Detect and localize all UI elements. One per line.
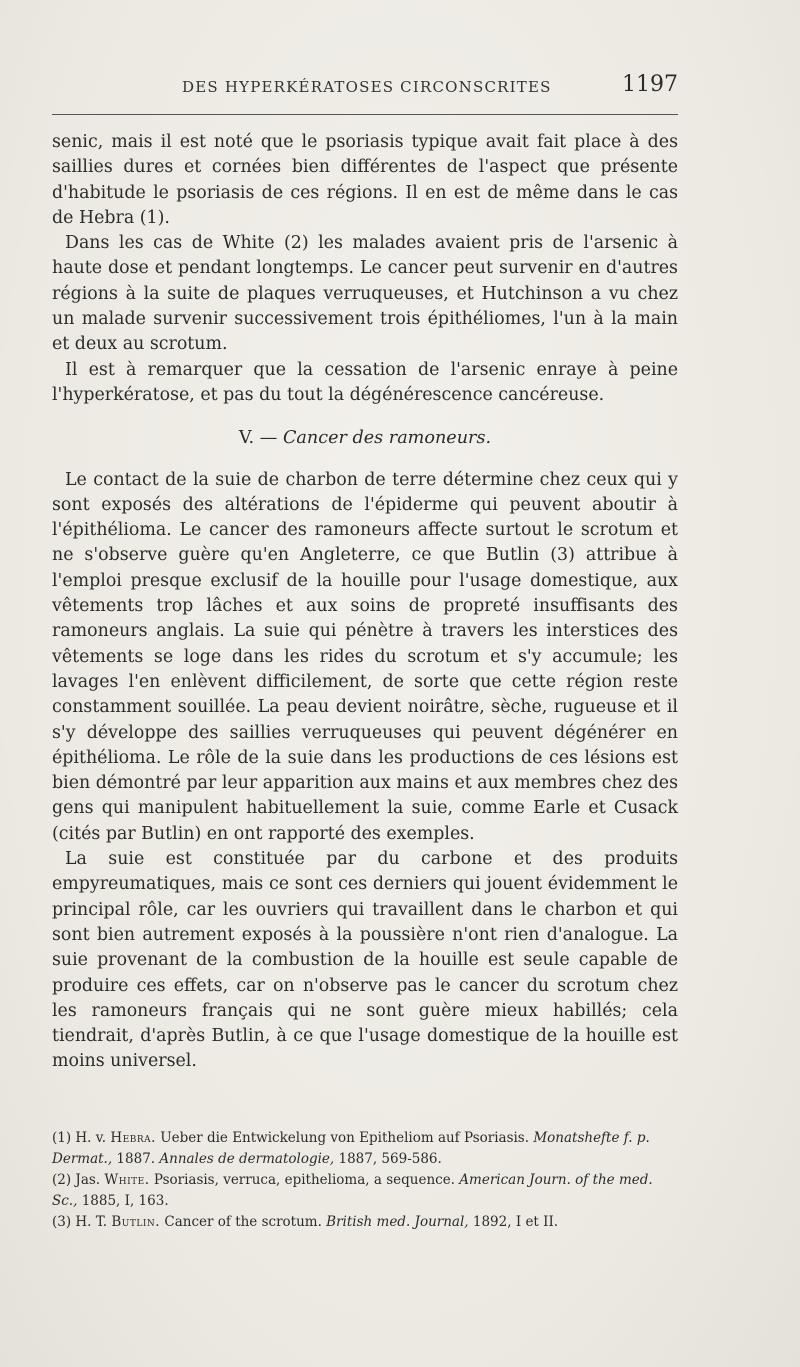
footnote-2: (2) Jas. White. Psoriasis, verruca, epithelioma, a sequence. American Journ. of the med. Sc., 1885, I, 163.	[52, 1172, 653, 1209]
paragraph-4: Le contact de la suie de charbon de terre détermine chez ceux qui y sont exposés des altérations de l'épiderme qui peuvent aboutir à l'épithélioma. Le cancer des ramoneurs affecte surtout le scrotum et ne s'observe guère qu'en Angleterre, ce que Butlin (3) attribue à l'emploi presque exclusif de la houille pour l'usage domestique, aux vêtements trop lâches et aux soins de propreté insuffisants des ramoneurs anglais. La suie qui pénètre à travers les interstices des vêtements se loge dans les rides du scrotum et s'y accumule; les lavages l'en enlèvent difficilement, de sorte que cette région reste constamment souillée. La peau devient noirâtre, sèche, rugueuse et il s'y développe des saillies verruqueuses qui peuvent dégénérer en épithélioma. Le rôle de la suie dans les productions de ces lésions est bien démontré par leur apparition aux mains et aux membres chez des gens qui manipulent habituellement la suie, comme Earle et Cusack (cités par Butlin) en ont rapporté des exemples.	[52, 469, 678, 844]
footnotes	[52, 1128, 678, 1233]
footnote-3: (3) H. T. Butlin. Cancer of the scrotum. British med. Journal, 1892, I et II.	[52, 1214, 559, 1230]
body-text	[52, 130, 678, 1075]
paragraph-5: La suie est constituée par du carbone et des produits empyreumatiques, mais ce sont ces derniers qui jouent évidemment le principal rôle, car les ouvriers qui travaillent dans le charbon et qui sont bien autrement exposés à la poussière n'ont rien d'analogue. La suie provenant de la combustion de la houille est seule capable de produire ces effets, car on n'observe pas le cancer du scrotum chez les ramoneurs français qui ne sont guère mieux habillés; cela tiendrait, d'après Butlin, à ce que l'usage domestique de la houille est moins universel.	[52, 849, 678, 1072]
page-number: 1197	[622, 72, 678, 97]
page-header	[52, 72, 678, 106]
section-number: V. —	[238, 428, 278, 449]
footnote-1: (1) H. v. Hebra. Ueber die Entwickelung von Epitheliom auf Psoriasis. Monatshefte f. p. Dermat., 1887. Annales de dermatologie, 1887, 569-586.	[52, 1130, 650, 1167]
running-title: DES HYPERKÉRATOSES CIRCONSCRITES	[182, 78, 552, 96]
header-rule	[52, 114, 678, 115]
section-title: Cancer des ramoneurs.	[282, 428, 492, 449]
section-heading	[52, 426, 678, 451]
paragraph-1: senic, mais il est noté que le psoriasis typique avait fait place à des saillies dures et cornées bien différentes de l'aspect que présente d'habitude le psoriasis de ces régions. Il en est de même dans le cas de Hebra (1).	[52, 132, 678, 228]
paragraph-2: Dans les cas de White (2) les malades avaient pris de l'arsenic à haute dose et pendant longtemps. Le cancer peut survenir en d'autres régions à la suite de plaques verruqueuses, et Hutchinson a vu chez un malade survenir successivement trois épithéliomes, l'un à la main et deux au scrotum.	[52, 233, 678, 355]
paragraph-3: Il est à remarquer que la cessation de l'arsenic enraye à peine l'hyperkératose, et pas du tout la dégénérescence cancéreuse.	[52, 359, 678, 405]
